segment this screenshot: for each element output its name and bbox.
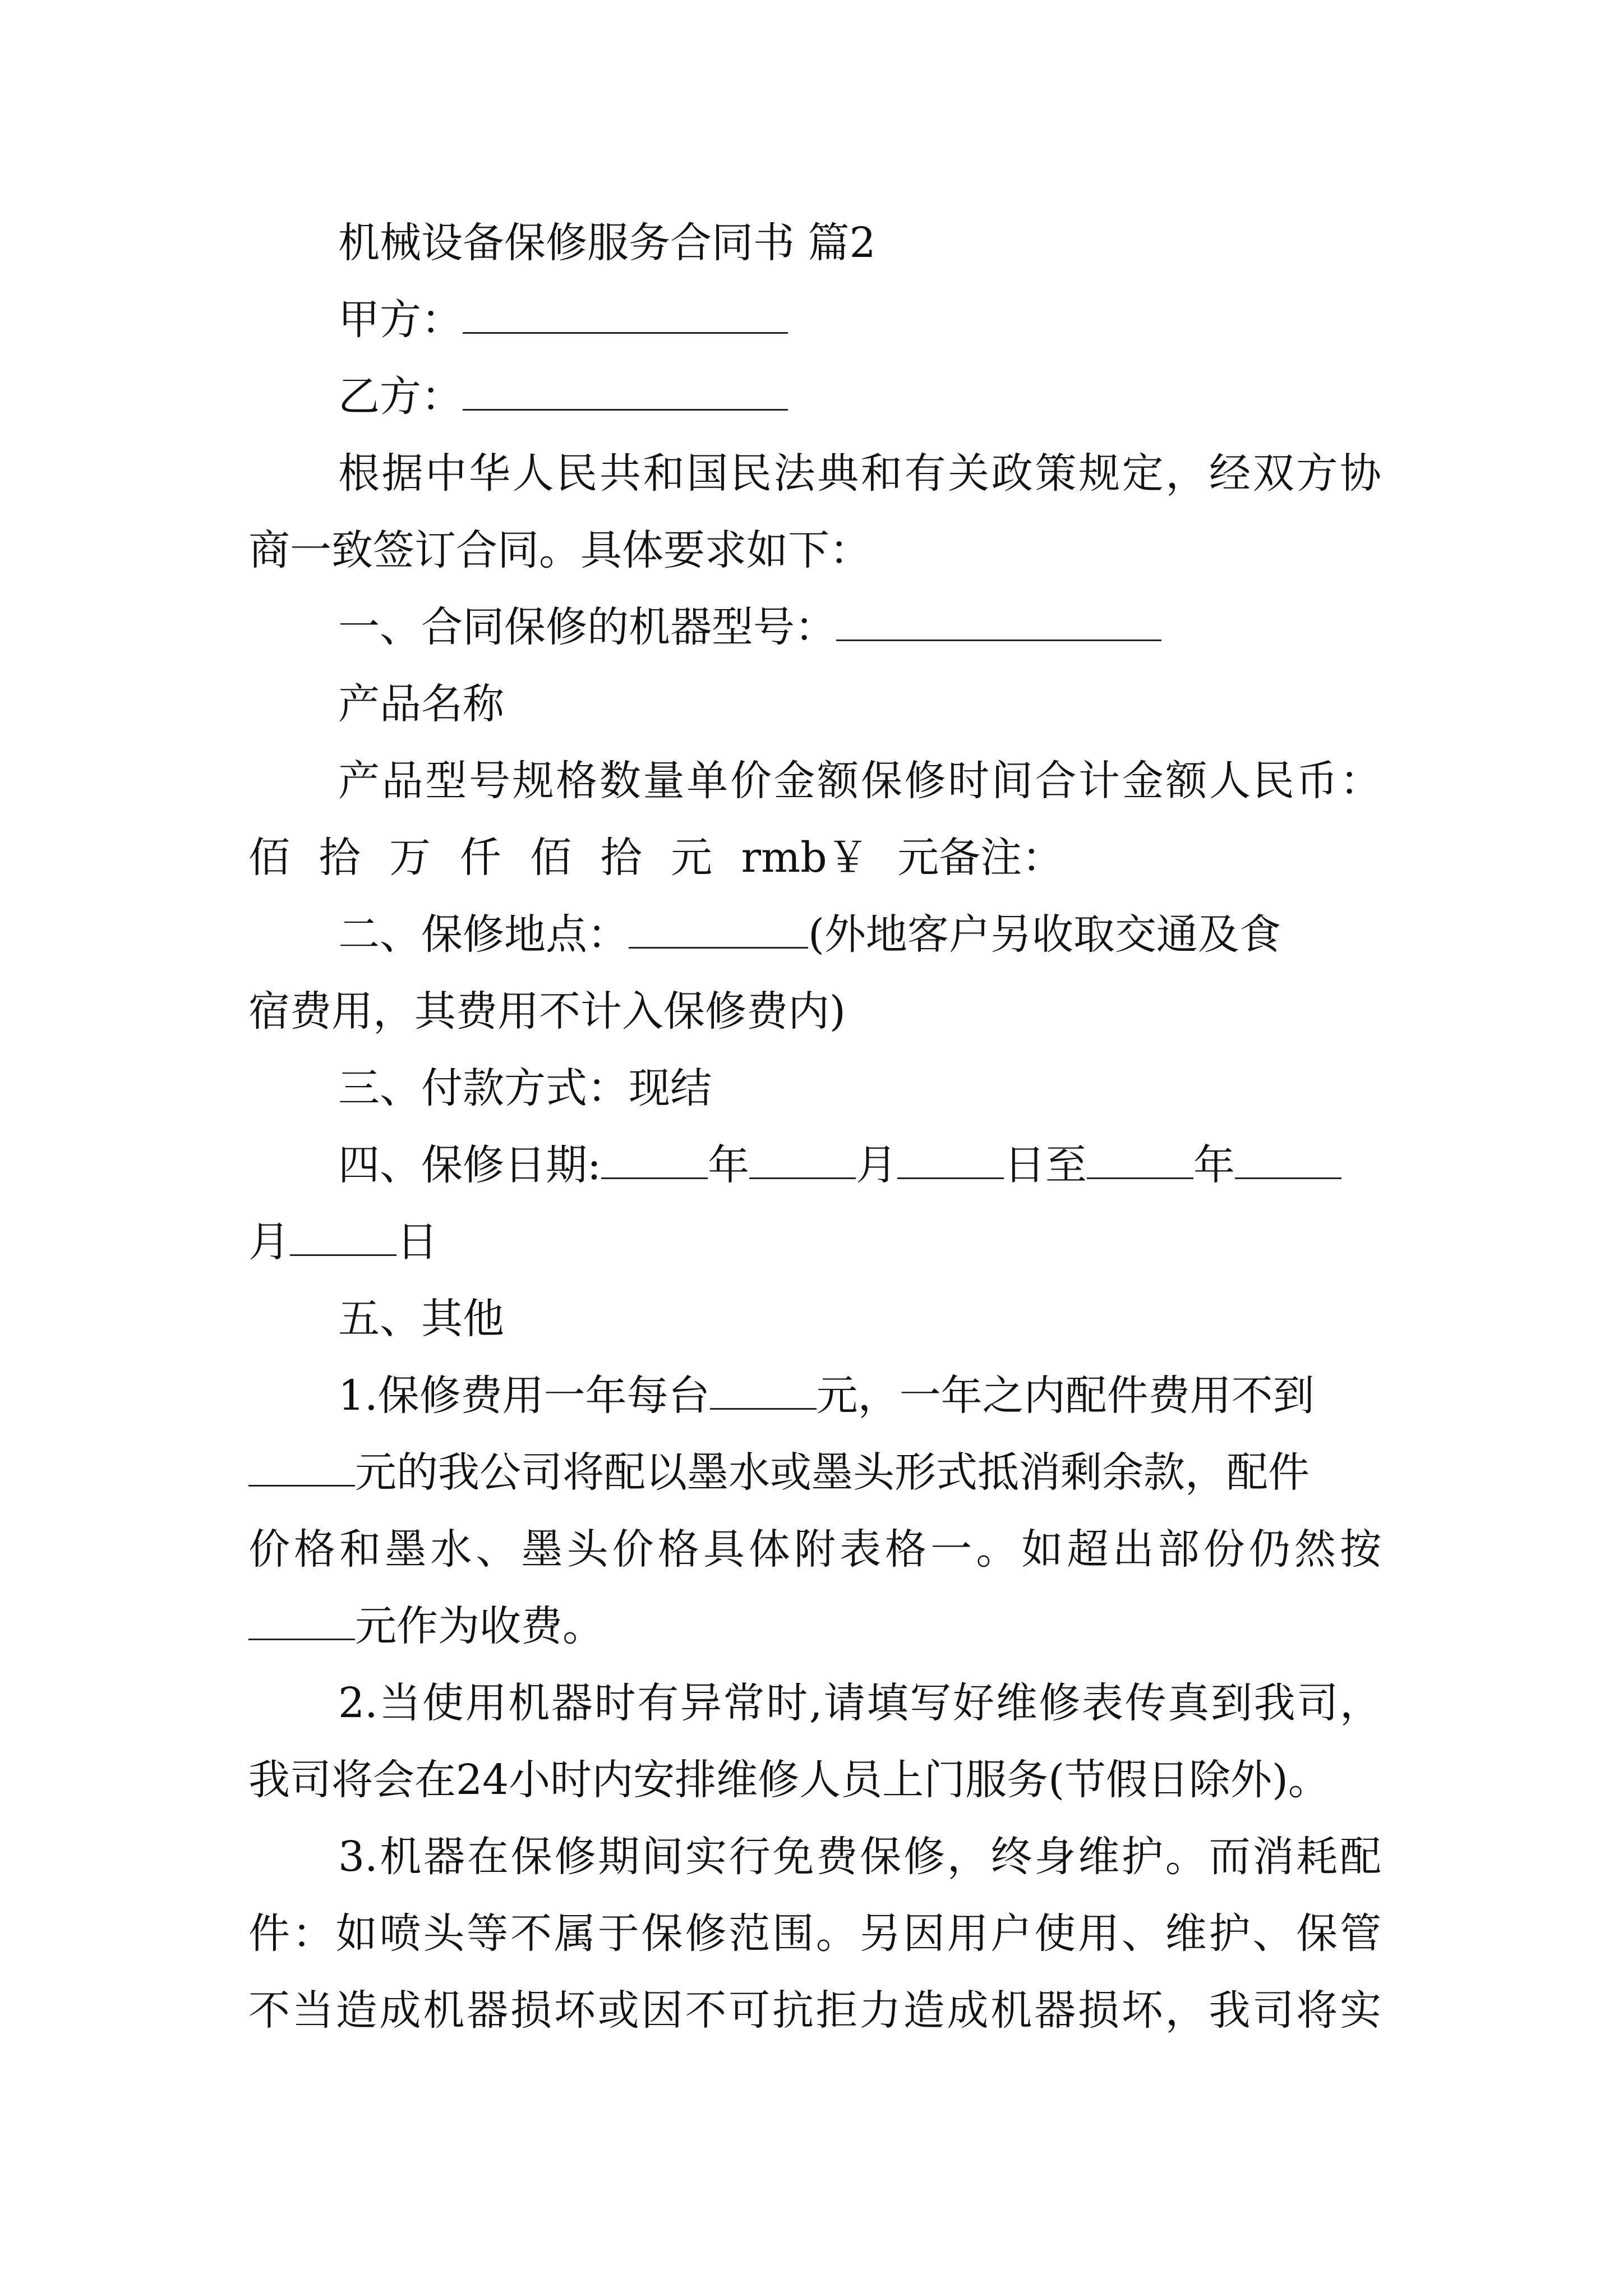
end-year-blank (1087, 1143, 1193, 1179)
end-day-blank (290, 1220, 396, 1256)
document-title: 机械设备保修服务合同书 篇2 (338, 219, 876, 267)
section-1-label: 一、合同保修的机器型号： (338, 603, 836, 651)
section-4-line: 四、保修日期: 年 月 日至 年 (338, 1137, 1381, 1193)
section-4-label: 四、保修日期: (338, 1141, 601, 1189)
overage-fee-blank (248, 1604, 355, 1640)
product-name-label: 产品名称 (338, 680, 504, 728)
start-month-blank (749, 1143, 856, 1179)
item-2-line1: 2.当使用机器时有异常时,请填写好维修表传真到我司， (338, 1679, 1381, 1727)
item-3-line2: 件：如喷头等不属于保修范围。另因用户使用、维护、保管 (248, 1910, 1381, 1958)
item-2-line2: 我司将会在24小时内安排维修人员上门服务(节假日除外)。 (248, 1756, 1330, 1804)
product-fields-line2: 佰 拾 万 仟 佰 拾 元 rmb￥ 元备注： (248, 834, 1064, 882)
section-5-label: 五、其他 (338, 1295, 504, 1343)
section-4-line2: 月 日 (248, 1218, 438, 1266)
party-b-label: 乙方： (338, 372, 463, 421)
intro-paragraph-line2: 商一致签订合同。具体要求如下： (248, 526, 871, 574)
section-3-line: 三、付款方式：现结 (338, 1064, 712, 1112)
annual-fee-blank (710, 1373, 817, 1410)
party-a-blank (463, 297, 788, 334)
party-b-blank (463, 374, 788, 411)
section-1-line (338, 599, 1381, 655)
start-year-blank (601, 1143, 708, 1179)
item-1-line3: 价格和墨水、墨头价格具体附表格一。如超出部份仍然按 (248, 1525, 1381, 1573)
item-3-line3: 不当造成机器损坏或因不可抗拒力造成机器损坏，我司将实 (248, 1986, 1381, 2035)
section-2-note: (外地客户另收取交通及食 (808, 910, 1281, 959)
item-1-line1: 1.保修费用一年每台 元，一年之内配件费用不到 (338, 1372, 1315, 1420)
start-day-blank (897, 1143, 1004, 1179)
section-2-line (338, 907, 1381, 963)
intro-paragraph-line1: 根据中华人民共和国民法典和有关政策规定，经双方协 (338, 449, 1381, 498)
item-3-line1: 3.机器在保修期间实行免费保修，终身维护。而消耗配 (338, 1833, 1381, 1881)
party-a-line (338, 292, 1381, 348)
party-a-label: 甲方： (338, 296, 463, 344)
repair-location-blank (629, 912, 808, 949)
parts-threshold-blank (248, 1450, 355, 1487)
end-month-blank (1235, 1143, 1341, 1179)
section-2-label: 二、保修地点： (338, 910, 629, 959)
party-b-line (338, 369, 1381, 425)
product-fields-line1: 产品型号规格数量单价金额保修时间合计金额人民币： (338, 757, 1381, 805)
item-1-line4: 元作为收费。 (248, 1598, 1381, 1654)
section-2-note-line2: 宿费用，其费用不计入保修费内) (248, 987, 846, 1036)
item-1-line2: 元的我公司将配以墨水或墨头形式抵消剩余款，配件 (248, 1444, 1381, 1501)
machine-model-blank (836, 605, 1161, 641)
